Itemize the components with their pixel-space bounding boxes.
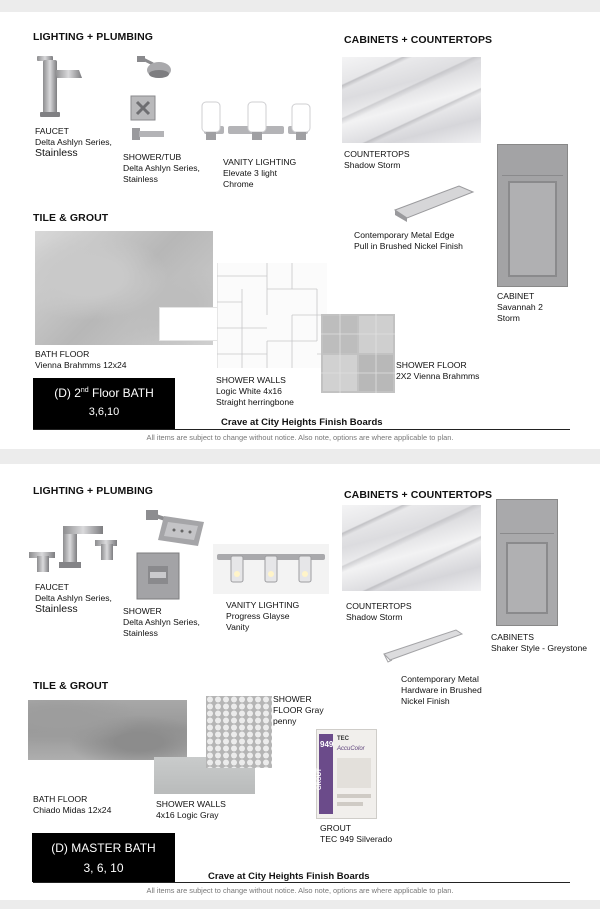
footer-title: Crave at City Heights Finish Boards: [208, 871, 370, 882]
disclaimer: All items are subject to change without notice. Also note, options are where applicable to plan.: [146, 886, 454, 895]
disclaimer: All items are subject to change without notice. Also note, options are where applicable to plan.: [146, 433, 454, 442]
shower-floor-mosaic-swatch: [321, 314, 395, 393]
cabinets-countertops-heading: CABINETS + COUNTERTOPS: [344, 34, 493, 46]
vanity-light-icon: [198, 100, 314, 144]
footer-title: Crave at City Heights Finish Boards: [221, 417, 383, 428]
room-plans: 3,6,10: [88, 406, 120, 418]
bath-floor-label: BATH FLOOR Vienna Brahmms 12x24: [35, 349, 127, 370]
edge-pull-icon: [393, 182, 475, 224]
shower-tub-label: SHOWER/TUB Delta Ashlyn Series, Stainless: [123, 152, 200, 184]
tile-grout-heading: TILE & GROUT: [33, 212, 109, 224]
faucet-icon: [35, 52, 85, 124]
vanity-light-icon: [213, 544, 329, 594]
cabinet-door-swatch: [496, 499, 558, 626]
room-plans: 3, 6, 10: [83, 861, 124, 875]
faucet-label: FAUCET Delta Ashlyn Series, Stainless: [35, 582, 112, 615]
grout-code: 949: [320, 740, 334, 749]
footer-rule: [33, 882, 570, 883]
shower-head-icon: [144, 508, 206, 552]
shower-walls-label: SHOWER WALLS 4x16 Logic Gray: [156, 799, 226, 820]
cabinet-label: CABINET Savannah 2 Storm: [497, 291, 543, 323]
footer-rule: [33, 429, 570, 430]
tub-spout-icon: [132, 127, 166, 141]
countertop-swatch: [342, 505, 481, 591]
finish-board-second-floor-bath: [0, 12, 600, 449]
countertops-label: COUNTERTOPS Shadow Storm: [344, 149, 410, 170]
vanity-lighting-label: VANITY LIGHTING Progress Glayse Vanity: [226, 600, 300, 632]
shower-valve-icon: [136, 552, 180, 600]
cabinets-label: CABINETS Shaker Style - Greystone: [491, 632, 588, 653]
grout-label: GROUT TEC 949 Silverado: [320, 823, 393, 844]
bar-pull-icon: [380, 624, 464, 664]
tile-grout-heading: TILE & GROUT: [33, 680, 109, 692]
grout-bag-image: [316, 729, 377, 819]
shower-head-icon: [135, 52, 175, 82]
grout-product: AccuColor: [337, 746, 365, 752]
shower-floor-label: SHOWER FLOOR Gray penny: [273, 694, 324, 726]
countertops-label: COUNTERTOPS Shadow Storm: [346, 601, 412, 622]
lighting-plumbing-heading: LIGHTING + PLUMBING: [33, 485, 154, 497]
grout-word: GROUT: [317, 768, 323, 790]
bath-floor-tile-swatch: [28, 700, 187, 760]
shower-floor-penny-swatch: [206, 696, 272, 768]
room-title-box: [33, 378, 175, 429]
hardware-label: Contemporary Metal Hardware in Brushed Nickel Finish: [401, 674, 482, 706]
room-title-box: [32, 833, 175, 882]
cabinets-countertops-heading: CABINETS + COUNTERTOPS: [344, 489, 493, 501]
lighting-plumbing-heading: LIGHTING + PLUMBING: [33, 31, 154, 43]
shower-valve-icon: [130, 95, 156, 121]
countertop-swatch: [342, 57, 481, 143]
shower-walls-label: SHOWER WALLS Logic White 4x16 Straight herringbone: [216, 375, 294, 407]
room-title: (D) MASTER BATH: [51, 841, 156, 855]
shower-label: SHOWER Delta Ashlyn Series, Stainless: [123, 606, 200, 638]
faucet-icon: [27, 518, 123, 578]
faucet-label: FAUCET Delta Ashlyn Series, Stainless: [35, 126, 112, 159]
shower-floor-label: SHOWER FLOOR 2X2 Vienna Brahmms: [396, 360, 480, 381]
bath-floor-label: BATH FLOOR Chiado Midas 12x24: [33, 794, 112, 815]
shower-walls-herringbone-swatch: [217, 263, 327, 368]
edge-pull-label: Contemporary Metal Edge Pull in Brushed Nickel Finish: [354, 230, 463, 251]
vanity-lighting-label: VANITY LIGHTING Elevate 3 light Chrome: [223, 157, 297, 189]
finish-board-master-bath: [0, 464, 600, 900]
grout-brand: TEC: [337, 736, 349, 742]
room-title: (D) 2nd Floor BATH: [54, 386, 154, 400]
cabinet-door-swatch: [497, 144, 568, 287]
